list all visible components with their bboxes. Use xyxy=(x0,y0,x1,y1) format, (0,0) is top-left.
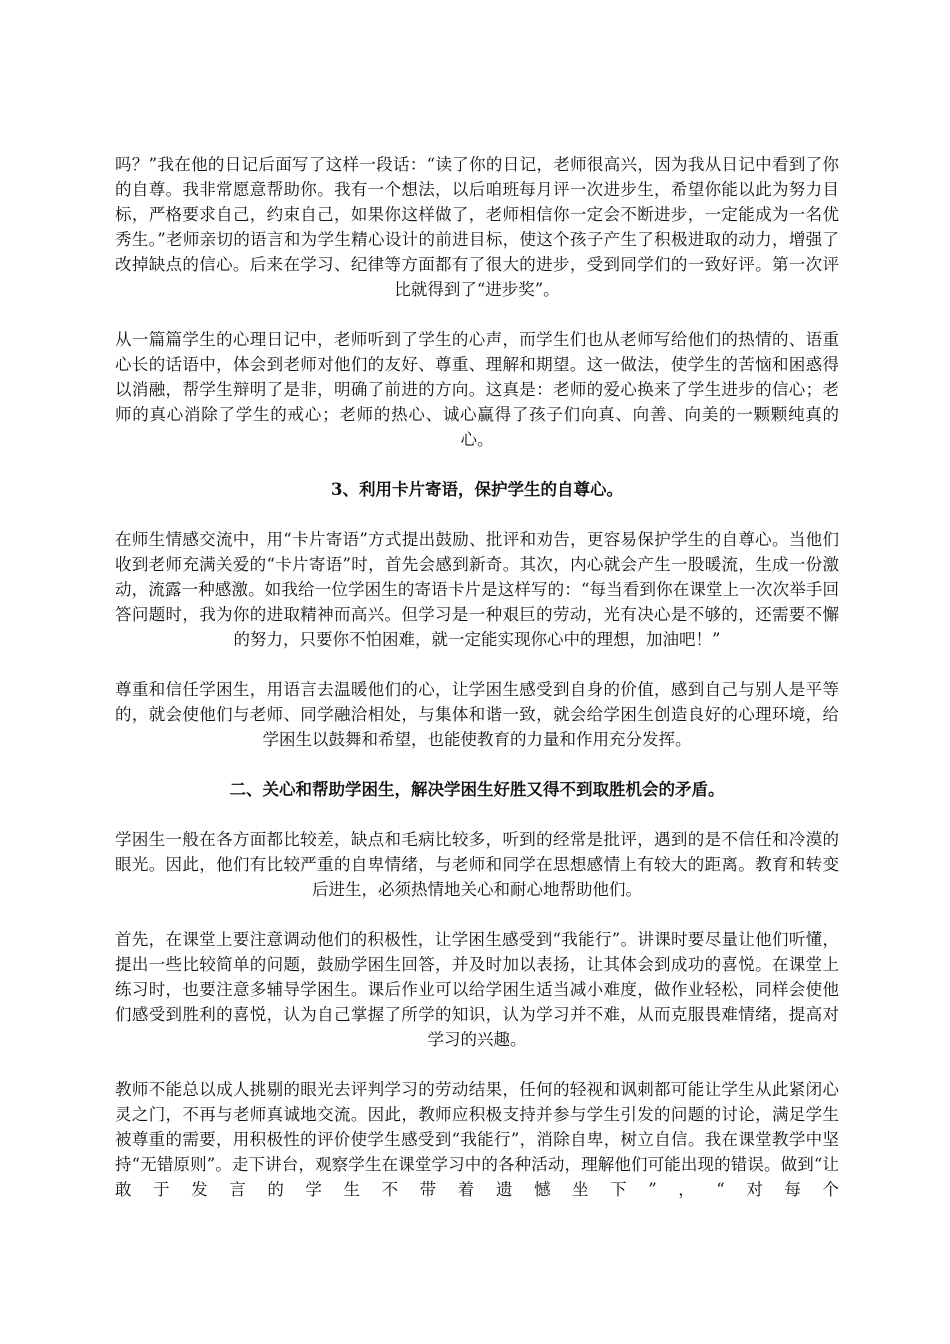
paragraph-psych-diary: 从一篇篇学生的心理日记中，老师听到了学生的心声，而学生们也从老师写给他们的热情的、语重心长的话语中，体会到老师对他们的友好、尊重、理解和期望。这一做法，使学生的苦恼和困惑得以消融，帮学生辩明了是非，明确了前进的方向。这真是：老师的爱心换来了学生进步的信心；老师的真心消除了学生的戒心；老师的热心、诚心赢得了孩子们向真、向善、向美的一颗颗纯真的心。 xyxy=(115,330,839,449)
paragraph-diary-reply: 吗？”我在他的日记后面写了这样一段话：“读了你的日记，老师很高兴，因为我从日记中看到了你的自尊。我非常愿意帮助你。我有一个想法，以后咱班每月评一次进步生，希望你能以此为努力目标，严格要求自己，约束自己，如果你这样做了，老师相信你一定会不断进步，一定能成为一名优秀生。”老师亲切的语言和为学生精心设计的前进目标，使这个孩子产生了积极进取的动力，增强了改掉缺点的信心。后来在学习、纪律等方面都有了很大的进步，受到同学们的一致好评。第一次评比就得到了“进步奖”。 xyxy=(115,155,839,299)
paragraph-respect-trust: 尊重和信任学困生，用语言去温暖他们的心，让学困生感受到自身的价值，感到自己与别人是平等的，就会使他们与老师、同学融洽相处，与集体和谐一致，就会给学困生创造良好的心理环境，给学困生以鼓舞和希望，也能使教育的力量和作用充分发挥。 xyxy=(115,680,839,749)
paragraph-no-error-principle: 教师不能总以成人挑剔的眼光去评判学习的劳动结果，任何的轻视和讽刺都可能让学生从此紧闭心灵之门，不再与老师真诚地交流。因此，教师应积极支持并参与学生引发的问题的讨论，满足学生被尊重的需要，用积极性的评价使学生感受到“我能行”，消除自卑，树立自信。我在课堂教学中坚持“无错原则”。走下讲台，观察学生在课堂学习中的各种活动，理解他们可能出现的错误。做到“让敢于发言的学生不带着遗憾坐下”，“对每个 xyxy=(115,1080,839,1199)
document-page xyxy=(115,152,839,1227)
section-heading-care-help: 二、关心和帮助学困生，解决学困生好胜又得不到取胜机会的矛盾。 xyxy=(229,780,725,799)
section-heading-card-message: 3、利用卡片寄语，保护学生的自尊心。 xyxy=(331,480,623,499)
paragraph-classroom-motivation: 首先，在课堂上要注意调动他们的积极性，让学困生感受到“我能行”。讲课时要尽量让他们听懂，提出一些比较简单的问题，鼓励学困生回答，并及时加以表扬，让其体会到成功的喜悦。在课堂上练习时，也要注意多辅导学困生。课后作业可以给学困生适当减小难度，做作业轻松，同样会使他们感受到胜利的喜悦，认为自己掌握了所学的知识，认为学习并不难，从而克服畏难情绪，提高对学习的兴趣。 xyxy=(115,930,839,1049)
paragraph-card-message: 在师生情感交流中，用“卡片寄语”方式提出鼓励、批评和劝告，更容易保护学生的自尊心。当他们收到老师充满关爱的“卡片寄语”时，首先会感到新奇。其次，内心就会产生一股暖流，生成一份激动，流露一种感激。如我给一位学困生的寄语卡片是这样写的：“每当看到你在课堂上一次次举手回答问题时，我为你的进取精神而高兴。但学习是一种艰巨的劳动，光有决心是不够的，还需要不懈的努力，只要你不怕困难，就一定能实现你心中的理想，加油吧！” xyxy=(115,530,839,649)
paragraph-struggling-students: 学困生一般在各方面都比较差，缺点和毛病比较多，听到的经常是批评，遇到的是不信任和冷漠的眼光。因此，他们有比较严重的自卑情绪，与老师和同学在思想感情上有较大的距离。教育和转变后进生，必须热情地关心和耐心地帮助他们。 xyxy=(115,830,839,899)
